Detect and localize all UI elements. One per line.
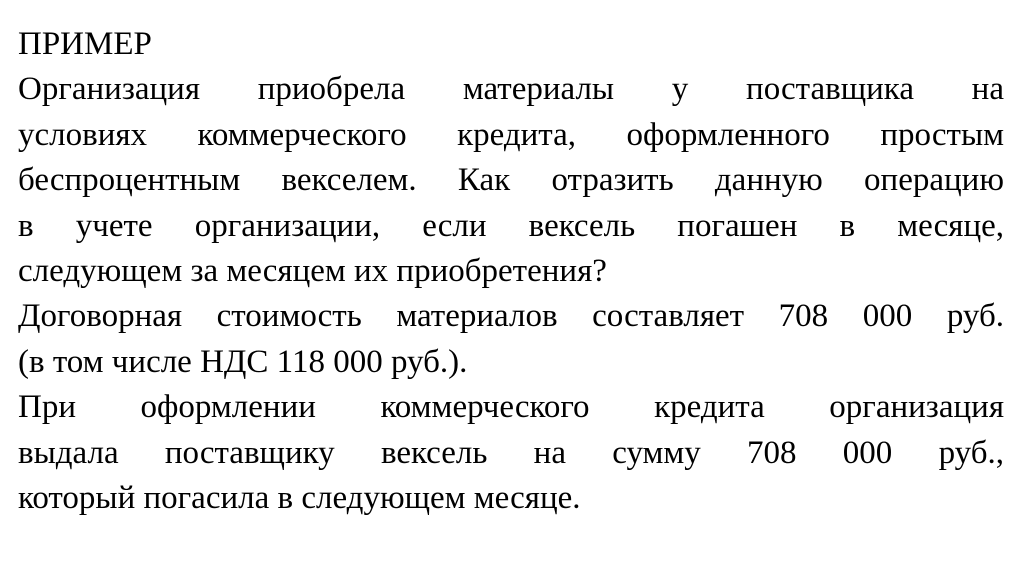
bill-paragraph	[18, 385, 1004, 521]
text-line: выдала поставщику вексель на сумму 708 000 руб.,	[18, 434, 1004, 471]
question-paragraph	[18, 67, 1004, 294]
text-line: Организация приобрела материалы у поставщика на	[18, 71, 1004, 108]
cost-paragraph	[18, 294, 1004, 385]
text-line: который погасила в следующем месяце.	[18, 480, 581, 517]
slide-heading: ПРИМЕР	[18, 26, 152, 62]
slide-content	[18, 22, 1004, 521]
text-line: (в том числе НДС 118 000 руб.).	[18, 343, 468, 380]
text-line: беспроцентным векселем. Как отразить данную операцию	[18, 162, 1004, 199]
text-line: в учете организации, если вексель погашен в месяце,	[18, 207, 1004, 244]
text-line: условиях коммерческого кредита, оформленного простым	[18, 116, 1004, 153]
text-line: При оформлении коммерческого кредита организация	[18, 389, 1004, 426]
text-line: следующем за месяцем их приобретения?	[18, 253, 607, 290]
text-line: Договорная стоимость материалов составляет 708 000 руб.	[18, 298, 1004, 335]
